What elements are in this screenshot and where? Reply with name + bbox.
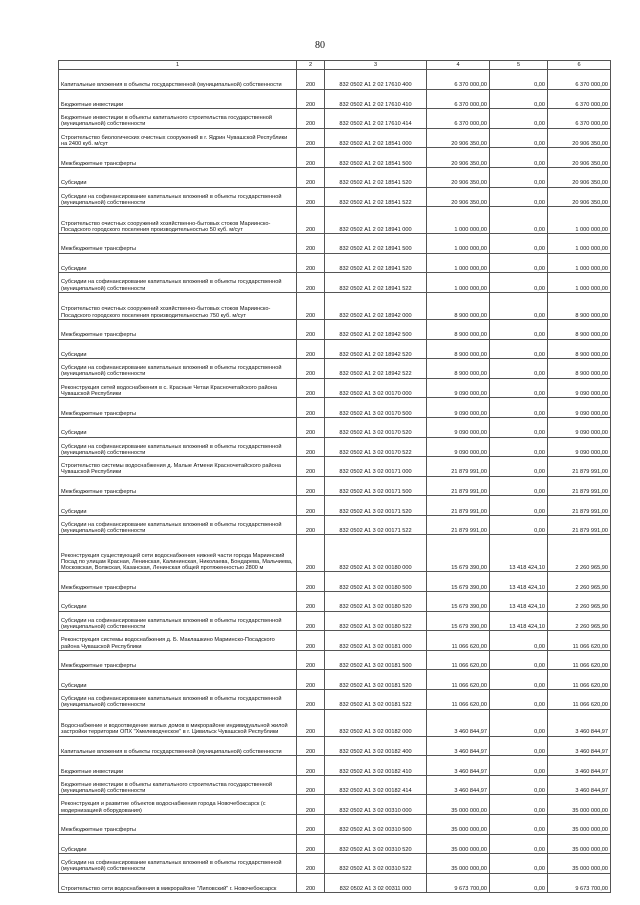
row-group-cell: 200 bbox=[297, 187, 325, 207]
row-total-cell: 15 679 390,00 bbox=[427, 572, 490, 592]
row-code-cell: 832 0502 А1 3 02 00181 500 bbox=[325, 650, 427, 670]
row-republic-cell: 35 000 000,00 bbox=[548, 834, 611, 854]
table-row bbox=[59, 359, 611, 379]
row-code-cell: 832 0502 А1 3 02 00311 000 bbox=[325, 873, 427, 893]
row-total-cell: 9 090 000,00 bbox=[427, 437, 490, 457]
row-republic-cell: 11 066 620,00 bbox=[548, 670, 611, 690]
row-republic-cell: 11 066 620,00 bbox=[548, 650, 611, 670]
row-group-cell: 200 bbox=[297, 775, 325, 795]
row-federal-cell: 0,00 bbox=[490, 339, 548, 359]
row-name-cell: Субсидии bbox=[59, 834, 297, 854]
page-number: 80 bbox=[315, 40, 325, 51]
row-name-cell: Субсидии на софинансирование капитальных вложений в объекты государственной (муниципальной) собственности bbox=[59, 437, 297, 457]
row-name-cell: Субсидии bbox=[59, 496, 297, 516]
row-group-cell: 200 bbox=[297, 873, 325, 893]
row-group-cell: 200 bbox=[297, 631, 325, 651]
table-row bbox=[59, 535, 611, 572]
row-code-cell: 832 0502 А1 3 02 00181 522 bbox=[325, 690, 427, 710]
row-name-cell: Субсидии на софинансирование капитальных вложений в объекты государственной (муниципальной) собственности bbox=[59, 187, 297, 207]
row-total-cell: 1 000 000,00 bbox=[427, 253, 490, 273]
row-republic-cell: 3 460 844,97 bbox=[548, 756, 611, 776]
row-code-cell: 832 0502 А1 3 02 00310 500 bbox=[325, 815, 427, 835]
row-group-cell: 200 bbox=[297, 253, 325, 273]
row-group-cell: 200 bbox=[297, 319, 325, 339]
row-name-cell: Капитальные вложения в объекты государственной (муниципальной) собственности bbox=[59, 736, 297, 756]
row-code-cell: 832 0502 А1 3 02 00182 000 bbox=[325, 709, 427, 736]
table-row bbox=[59, 611, 611, 631]
table-row bbox=[59, 690, 611, 710]
row-code-cell: 832 0502 А1 2 02 18942 000 bbox=[325, 292, 427, 319]
row-group-cell: 200 bbox=[297, 398, 325, 418]
row-code-cell: 832 0502 А1 2 02 17610 414 bbox=[325, 109, 427, 129]
row-group-cell: 200 bbox=[297, 359, 325, 379]
row-republic-cell: 6 370 000,00 bbox=[548, 89, 611, 109]
row-code-cell: 832 0502 А1 3 02 00180 522 bbox=[325, 611, 427, 631]
row-federal-cell: 0,00 bbox=[490, 187, 548, 207]
table-row bbox=[59, 253, 611, 273]
row-code-cell: 832 0502 А1 3 02 00180 500 bbox=[325, 572, 427, 592]
row-name-cell: Субсидии bbox=[59, 592, 297, 612]
row-federal-cell: 0,00 bbox=[490, 148, 548, 168]
row-group-cell: 200 bbox=[297, 709, 325, 736]
row-name-cell: Субсидии на софинансирование капитальных вложений в объекты государственной (муниципальной) собственности bbox=[59, 611, 297, 631]
row-group-cell: 200 bbox=[297, 417, 325, 437]
row-republic-cell: 9 090 000,00 bbox=[548, 378, 611, 398]
table-row bbox=[59, 854, 611, 874]
row-code-cell: 832 0502 А1 2 02 18942 500 bbox=[325, 319, 427, 339]
row-republic-cell: 11 066 620,00 bbox=[548, 631, 611, 651]
row-total-cell: 9 673 700,00 bbox=[427, 873, 490, 893]
row-republic-cell: 21 879 991,00 bbox=[548, 457, 611, 477]
row-group-cell: 200 bbox=[297, 292, 325, 319]
table-row bbox=[59, 319, 611, 339]
row-name-cell: Строительство очистных сооружений хозяйственно-бытовых стоков Мариинско-Посадского городского поселения производительностью 750 куб. м/сут bbox=[59, 292, 297, 319]
row-total-cell: 3 460 844,97 bbox=[427, 756, 490, 776]
row-republic-cell: 1 000 000,00 bbox=[548, 273, 611, 293]
row-name-cell: Строительство очистных сооружений хозяйственно-бытовых стоков Мариинско-Посадского городского поселения производительностью 50 куб. м/сут bbox=[59, 207, 297, 234]
row-federal-cell: 13 418 424,10 bbox=[490, 572, 548, 592]
row-total-cell: 20 906 350,00 bbox=[427, 167, 490, 187]
row-code-cell: 832 0502 А1 2 02 18541 500 bbox=[325, 148, 427, 168]
row-group-cell: 200 bbox=[297, 834, 325, 854]
row-group-cell: 200 bbox=[297, 515, 325, 535]
table-row bbox=[59, 775, 611, 795]
table-row bbox=[59, 167, 611, 187]
row-federal-cell: 0,00 bbox=[490, 70, 548, 90]
row-group-cell: 200 bbox=[297, 690, 325, 710]
row-republic-cell: 8 900 000,00 bbox=[548, 292, 611, 319]
row-name-cell: Субсидии bbox=[59, 167, 297, 187]
row-total-cell: 35 000 000,00 bbox=[427, 795, 490, 815]
row-code-cell: 832 0502 А1 3 02 00170 000 bbox=[325, 378, 427, 398]
row-name-cell: Межбюджетные трансферты bbox=[59, 319, 297, 339]
table-row bbox=[59, 148, 611, 168]
row-total-cell: 6 370 000,00 bbox=[427, 70, 490, 90]
table-row bbox=[59, 736, 611, 756]
row-federal-cell: 0,00 bbox=[490, 89, 548, 109]
row-federal-cell: 0,00 bbox=[490, 398, 548, 418]
row-name-cell: Бюджетные инвестиции bbox=[59, 756, 297, 776]
row-code-cell: 832 0502 А1 3 02 00171 520 bbox=[325, 496, 427, 516]
row-total-cell: 20 906 350,00 bbox=[427, 128, 490, 148]
row-republic-cell: 9 673 700,00 bbox=[548, 873, 611, 893]
row-name-cell: Бюджетные инвестиции в объекты капитального строительства государственной (муниципальной) собственности bbox=[59, 109, 297, 129]
row-republic-cell: 21 879 991,00 bbox=[548, 476, 611, 496]
row-name-cell: Водоснабжение и водоотведение жилых домов в микрорайоне индивидуальной жилой застройки территории ОПХ "Хмелеводческое" в г. Цивильск Чувашской Республики bbox=[59, 709, 297, 736]
table-row bbox=[59, 187, 611, 207]
table-row bbox=[59, 650, 611, 670]
table-row bbox=[59, 234, 611, 254]
table-row bbox=[59, 128, 611, 148]
row-republic-cell: 20 906 350,00 bbox=[548, 148, 611, 168]
row-name-cell: Субсидии на софинансирование капитальных вложений в объекты государственной (муниципальной) собственности bbox=[59, 690, 297, 710]
row-total-cell: 35 000 000,00 bbox=[427, 815, 490, 835]
table-row bbox=[59, 476, 611, 496]
row-republic-cell: 8 900 000,00 bbox=[548, 359, 611, 379]
row-federal-cell: 0,00 bbox=[490, 167, 548, 187]
row-federal-cell: 0,00 bbox=[490, 775, 548, 795]
row-republic-cell: 6 370 000,00 bbox=[548, 70, 611, 90]
row-code-cell: 832 0502 А1 3 02 00170 520 bbox=[325, 417, 427, 437]
row-total-cell: 8 900 000,00 bbox=[427, 359, 490, 379]
row-federal-cell: 0,00 bbox=[490, 736, 548, 756]
row-name-cell: Реконструкция сетей водоснабжения в с. Красные Четаи Красночетайского района Чувашской Республики bbox=[59, 378, 297, 398]
row-name-cell: Субсидии bbox=[59, 417, 297, 437]
row-group-cell: 200 bbox=[297, 89, 325, 109]
row-total-cell: 15 679 390,00 bbox=[427, 611, 490, 631]
table-row bbox=[59, 756, 611, 776]
row-total-cell: 3 460 844,97 bbox=[427, 775, 490, 795]
row-group-cell: 200 bbox=[297, 736, 325, 756]
row-code-cell: 832 0502 А1 3 02 00181 000 bbox=[325, 631, 427, 651]
row-name-cell: Субсидии bbox=[59, 339, 297, 359]
row-republic-cell: 3 460 844,97 bbox=[548, 736, 611, 756]
row-name-cell: Субсидии на софинансирование капитальных вложений в объекты государственной (муниципальной) собственности bbox=[59, 359, 297, 379]
row-name-cell: Строительство системы водоснабжения д. Малые Атмени Красночетайского района Чувашской Республики bbox=[59, 457, 297, 477]
row-republic-cell: 3 460 844,97 bbox=[548, 709, 611, 736]
row-federal-cell: 0,00 bbox=[490, 359, 548, 379]
row-name-cell: Субсидии на софинансирование капитальных вложений в объекты государственной (муниципальной) собственности bbox=[59, 273, 297, 293]
table-body bbox=[59, 61, 611, 893]
row-total-cell: 8 900 000,00 bbox=[427, 339, 490, 359]
row-group-cell: 200 bbox=[297, 273, 325, 293]
row-code-cell: 832 0502 А1 3 02 00310 522 bbox=[325, 854, 427, 874]
row-republic-cell: 1 000 000,00 bbox=[548, 207, 611, 234]
row-code-cell: 832 0502 А1 2 02 18541 520 bbox=[325, 167, 427, 187]
row-group-cell: 200 bbox=[297, 339, 325, 359]
row-federal-cell: 0,00 bbox=[490, 795, 548, 815]
row-code-cell: 832 0502 А1 3 02 00171 000 bbox=[325, 457, 427, 477]
row-republic-cell: 9 090 000,00 bbox=[548, 398, 611, 418]
row-total-cell: 21 879 991,00 bbox=[427, 496, 490, 516]
row-total-cell: 21 879 991,00 bbox=[427, 476, 490, 496]
row-name-cell: Межбюджетные трансферты bbox=[59, 234, 297, 254]
row-total-cell: 3 460 844,97 bbox=[427, 709, 490, 736]
row-code-cell: 832 0502 А1 3 02 00171 522 bbox=[325, 515, 427, 535]
row-group-cell: 200 bbox=[297, 148, 325, 168]
row-group-cell: 200 bbox=[297, 535, 325, 572]
row-code-cell: 832 0502 А1 2 02 18541 000 bbox=[325, 128, 427, 148]
row-republic-cell: 35 000 000,00 bbox=[548, 854, 611, 874]
row-code-cell: 832 0502 А1 3 02 00310 520 bbox=[325, 834, 427, 854]
row-name-cell: Реконструкция и развитие объектов водоснабжения города Новочебоксарск (с модернизацией оборудования) bbox=[59, 795, 297, 815]
row-republic-cell: 2 260 965,90 bbox=[548, 611, 611, 631]
row-federal-cell: 0,00 bbox=[490, 109, 548, 129]
row-federal-cell: 0,00 bbox=[490, 690, 548, 710]
row-code-cell: 832 0502 А1 3 02 00182 414 bbox=[325, 775, 427, 795]
row-name-cell: Субсидии на софинансирование капитальных вложений в объекты государственной (муниципальной) собственности bbox=[59, 515, 297, 535]
row-republic-cell: 8 900 000,00 bbox=[548, 319, 611, 339]
table-row bbox=[59, 339, 611, 359]
row-total-cell: 20 906 350,00 bbox=[427, 187, 490, 207]
row-federal-cell: 0,00 bbox=[490, 854, 548, 874]
table-row bbox=[59, 457, 611, 477]
column-header: 2 bbox=[297, 61, 325, 70]
row-name-cell: Капитальные вложения в объекты государственной (муниципальной) собственности bbox=[59, 70, 297, 90]
row-group-cell: 200 bbox=[297, 234, 325, 254]
row-code-cell: 832 0502 А1 2 02 18941 522 bbox=[325, 273, 427, 293]
row-group-cell: 200 bbox=[297, 795, 325, 815]
table-row bbox=[59, 398, 611, 418]
row-federal-cell: 0,00 bbox=[490, 378, 548, 398]
row-total-cell: 20 906 350,00 bbox=[427, 148, 490, 168]
row-republic-cell: 21 879 991,00 bbox=[548, 515, 611, 535]
table-row bbox=[59, 89, 611, 109]
row-code-cell: 832 0502 А1 2 02 17610 410 bbox=[325, 89, 427, 109]
row-federal-cell: 0,00 bbox=[490, 515, 548, 535]
row-republic-cell: 2 260 965,90 bbox=[548, 572, 611, 592]
table-row bbox=[59, 670, 611, 690]
column-header: 3 bbox=[325, 61, 427, 70]
row-total-cell: 11 066 620,00 bbox=[427, 631, 490, 651]
row-name-cell: Субсидии bbox=[59, 670, 297, 690]
table-row bbox=[59, 834, 611, 854]
row-code-cell: 832 0502 А1 3 02 00310 000 bbox=[325, 795, 427, 815]
row-code-cell: 832 0502 А1 2 02 18942 522 bbox=[325, 359, 427, 379]
table-row bbox=[59, 292, 611, 319]
column-header: 5 bbox=[490, 61, 548, 70]
row-code-cell: 832 0502 А1 2 02 18941 000 bbox=[325, 207, 427, 234]
row-group-cell: 200 bbox=[297, 207, 325, 234]
row-total-cell: 11 066 620,00 bbox=[427, 690, 490, 710]
row-name-cell: Строительство биологических очистных сооружений в г. Ядрин Чувашской Республики на 2400 куб. м/сут bbox=[59, 128, 297, 148]
row-total-cell: 1 000 000,00 bbox=[427, 273, 490, 293]
row-code-cell: 832 0502 А1 3 02 00170 522 bbox=[325, 437, 427, 457]
row-code-cell: 832 0502 А1 3 02 00180 520 bbox=[325, 592, 427, 612]
column-header: 6 bbox=[548, 61, 611, 70]
row-code-cell: 832 0502 А1 3 02 00182 400 bbox=[325, 736, 427, 756]
row-republic-cell: 20 906 350,00 bbox=[548, 187, 611, 207]
row-code-cell: 832 0502 А1 2 02 18941 520 bbox=[325, 253, 427, 273]
table-row bbox=[59, 417, 611, 437]
table-header-row bbox=[59, 61, 611, 70]
row-total-cell: 21 879 991,00 bbox=[427, 457, 490, 477]
row-name-cell: Субсидии bbox=[59, 253, 297, 273]
row-total-cell: 6 370 000,00 bbox=[427, 109, 490, 129]
row-code-cell: 832 0502 А1 2 02 18942 520 bbox=[325, 339, 427, 359]
row-group-cell: 200 bbox=[297, 611, 325, 631]
row-republic-cell: 9 090 000,00 bbox=[548, 417, 611, 437]
row-code-cell: 832 0502 А1 3 02 00180 000 bbox=[325, 535, 427, 572]
row-republic-cell: 20 906 350,00 bbox=[548, 128, 611, 148]
row-name-cell: Межбюджетные трансферты bbox=[59, 650, 297, 670]
row-federal-cell: 0,00 bbox=[490, 631, 548, 651]
table-row bbox=[59, 378, 611, 398]
row-total-cell: 9 090 000,00 bbox=[427, 398, 490, 418]
row-republic-cell: 35 000 000,00 bbox=[548, 815, 611, 835]
row-federal-cell: 0,00 bbox=[490, 207, 548, 234]
row-total-cell: 11 066 620,00 bbox=[427, 650, 490, 670]
row-republic-cell: 3 460 844,97 bbox=[548, 775, 611, 795]
row-federal-cell: 0,00 bbox=[490, 292, 548, 319]
row-federal-cell: 0,00 bbox=[490, 873, 548, 893]
row-code-cell: 832 0502 А1 3 02 00182 410 bbox=[325, 756, 427, 776]
table-row bbox=[59, 273, 611, 293]
row-name-cell: Субсидии на софинансирование капитальных вложений в объекты государственной (муниципальной) собственности bbox=[59, 854, 297, 874]
row-group-cell: 200 bbox=[297, 592, 325, 612]
table-row bbox=[59, 592, 611, 612]
row-group-cell: 200 bbox=[297, 476, 325, 496]
row-name-cell: Межбюджетные трансферты bbox=[59, 572, 297, 592]
row-group-cell: 200 bbox=[297, 378, 325, 398]
row-name-cell: Бюджетные инвестиции bbox=[59, 89, 297, 109]
row-group-cell: 200 bbox=[297, 437, 325, 457]
row-group-cell: 200 bbox=[297, 128, 325, 148]
table-row bbox=[59, 207, 611, 234]
row-code-cell: 832 0502 А1 2 02 17610 400 bbox=[325, 70, 427, 90]
table-row bbox=[59, 873, 611, 893]
row-group-cell: 200 bbox=[297, 109, 325, 129]
table-row bbox=[59, 496, 611, 516]
row-republic-cell: 6 370 000,00 bbox=[548, 109, 611, 129]
row-federal-cell: 0,00 bbox=[490, 476, 548, 496]
row-total-cell: 35 000 000,00 bbox=[427, 854, 490, 874]
table-row bbox=[59, 631, 611, 651]
row-total-cell: 21 879 991,00 bbox=[427, 515, 490, 535]
row-federal-cell: 13 418 424,10 bbox=[490, 611, 548, 631]
row-code-cell: 832 0502 А1 2 02 18941 500 bbox=[325, 234, 427, 254]
row-republic-cell: 2 260 965,90 bbox=[548, 535, 611, 572]
row-federal-cell: 0,00 bbox=[490, 756, 548, 776]
row-group-cell: 200 bbox=[297, 756, 325, 776]
row-federal-cell: 0,00 bbox=[490, 253, 548, 273]
row-code-cell: 832 0502 А1 3 02 00170 500 bbox=[325, 398, 427, 418]
row-name-cell: Межбюджетные трансферты bbox=[59, 148, 297, 168]
table-row bbox=[59, 515, 611, 535]
row-total-cell: 8 900 000,00 bbox=[427, 292, 490, 319]
row-republic-cell: 21 879 991,00 bbox=[548, 496, 611, 516]
row-code-cell: 832 0502 А1 2 02 18541 522 bbox=[325, 187, 427, 207]
row-group-cell: 200 bbox=[297, 457, 325, 477]
row-group-cell: 200 bbox=[297, 650, 325, 670]
table-row bbox=[59, 795, 611, 815]
row-federal-cell: 0,00 bbox=[490, 457, 548, 477]
row-republic-cell: 2 260 965,90 bbox=[548, 592, 611, 612]
row-federal-cell: 13 418 424,10 bbox=[490, 592, 548, 612]
row-code-cell: 832 0502 А1 3 02 00181 520 bbox=[325, 670, 427, 690]
table-row bbox=[59, 709, 611, 736]
row-federal-cell: 0,00 bbox=[490, 815, 548, 835]
row-republic-cell: 1 000 000,00 bbox=[548, 234, 611, 254]
row-federal-cell: 0,00 bbox=[490, 234, 548, 254]
row-republic-cell: 9 090 000,00 bbox=[548, 437, 611, 457]
row-republic-cell: 35 000 000,00 bbox=[548, 795, 611, 815]
row-federal-cell: 0,00 bbox=[490, 319, 548, 339]
row-group-cell: 200 bbox=[297, 167, 325, 187]
row-federal-cell: 0,00 bbox=[490, 273, 548, 293]
row-total-cell: 11 066 620,00 bbox=[427, 670, 490, 690]
table-row bbox=[59, 109, 611, 129]
column-header: 4 bbox=[427, 61, 490, 70]
row-name-cell: Реконструкция существующей сети водоснабжения нижней части города Мариинский Посад по улицам Красная, Ленинская, Калининская, Николаева, Бондарева, Мальчиева, Московская, Волжская, Казанская, Ленинская общей протяженностью 2800 м bbox=[59, 535, 297, 572]
row-federal-cell: 0,00 bbox=[490, 496, 548, 516]
row-republic-cell: 1 000 000,00 bbox=[548, 253, 611, 273]
row-name-cell: Межбюджетные трансферты bbox=[59, 476, 297, 496]
row-group-cell: 200 bbox=[297, 70, 325, 90]
row-group-cell: 200 bbox=[297, 670, 325, 690]
row-total-cell: 8 900 000,00 bbox=[427, 319, 490, 339]
row-republic-cell: 11 066 620,00 bbox=[548, 690, 611, 710]
row-total-cell: 9 090 000,00 bbox=[427, 417, 490, 437]
row-group-cell: 200 bbox=[297, 854, 325, 874]
row-federal-cell: 0,00 bbox=[490, 650, 548, 670]
row-federal-cell: 0,00 bbox=[490, 709, 548, 736]
table-row bbox=[59, 815, 611, 835]
table-row bbox=[59, 572, 611, 592]
row-federal-cell: 13 418 424,10 bbox=[490, 535, 548, 572]
row-republic-cell: 8 900 000,00 bbox=[548, 339, 611, 359]
row-group-cell: 200 bbox=[297, 496, 325, 516]
row-name-cell: Реконструкция системы водоснабжения д. Б. Маклашкино Мариинско-Посадского района Чувашской Республики bbox=[59, 631, 297, 651]
row-republic-cell: 20 906 350,00 bbox=[548, 167, 611, 187]
table-row bbox=[59, 437, 611, 457]
row-total-cell: 3 460 844,97 bbox=[427, 736, 490, 756]
row-total-cell: 1 000 000,00 bbox=[427, 234, 490, 254]
row-group-cell: 200 bbox=[297, 815, 325, 835]
row-total-cell: 6 370 000,00 bbox=[427, 89, 490, 109]
row-total-cell: 1 000 000,00 bbox=[427, 207, 490, 234]
row-total-cell: 15 679 390,00 bbox=[427, 592, 490, 612]
row-total-cell: 35 000 000,00 bbox=[427, 834, 490, 854]
row-federal-cell: 0,00 bbox=[490, 417, 548, 437]
row-total-cell: 15 679 390,00 bbox=[427, 535, 490, 572]
budget-table bbox=[58, 60, 611, 893]
row-federal-cell: 0,00 bbox=[490, 437, 548, 457]
row-name-cell: Бюджетные инвестиции в объекты капитального строительства государственной (муниципальной) собственности bbox=[59, 775, 297, 795]
row-federal-cell: 0,00 bbox=[490, 128, 548, 148]
row-name-cell: Межбюджетные трансферты bbox=[59, 398, 297, 418]
row-federal-cell: 0,00 bbox=[490, 834, 548, 854]
row-federal-cell: 0,00 bbox=[490, 670, 548, 690]
row-name-cell: Межбюджетные трансферты bbox=[59, 815, 297, 835]
row-code-cell: 832 0502 А1 3 02 00171 500 bbox=[325, 476, 427, 496]
row-total-cell: 9 090 000,00 bbox=[427, 378, 490, 398]
row-group-cell: 200 bbox=[297, 572, 325, 592]
table-row bbox=[59, 70, 611, 90]
row-name-cell: Строительство сети водоснабжения в микрорайоне "Липовский" г. Новочебоксарск bbox=[59, 873, 297, 893]
column-header: 1 bbox=[59, 61, 297, 70]
